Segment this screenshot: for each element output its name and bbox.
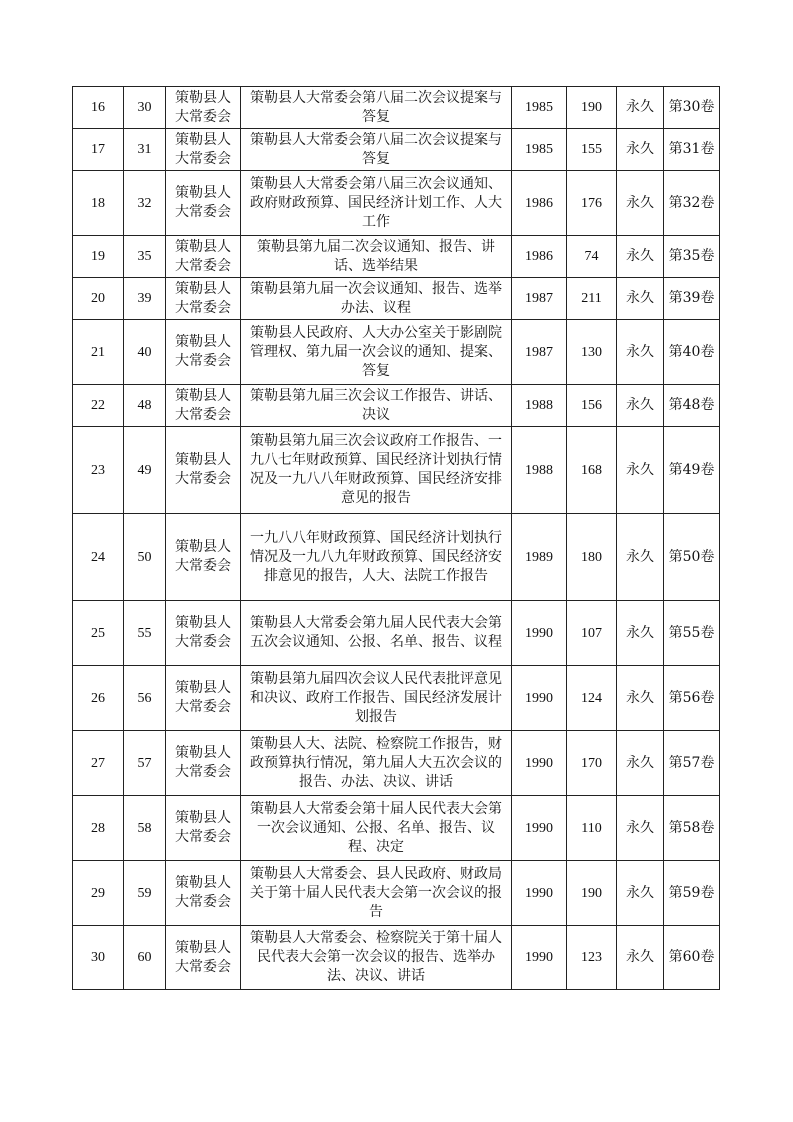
file-title-cell: 策勒县第九届二次会议通知、报告、讲话、选举结果 [241, 236, 512, 278]
volume-cell: 第31卷 [664, 129, 720, 171]
volume-cell: 第58卷 [664, 796, 720, 861]
table-row [73, 320, 720, 385]
retention-term-cell: 永久 [617, 601, 664, 666]
organization-cell: 策勒县人大常委会 [166, 87, 241, 129]
file-title-cell: 策勒县人大常委会、县人民政府、财政局关于第十届人民代表大会第一次会议的报告 [241, 861, 512, 926]
page-count-cell: 168 [567, 427, 617, 514]
page-count-cell: 155 [567, 129, 617, 171]
organization-cell: 策勒县人大常委会 [166, 861, 241, 926]
organization-cell: 策勒县人大常委会 [166, 666, 241, 731]
page-count-cell: 156 [567, 385, 617, 427]
year-cell: 1990 [512, 926, 567, 990]
retention-term-cell: 永久 [617, 129, 664, 171]
file-number-cell: 30 [124, 87, 166, 129]
seq-cell: 25 [73, 601, 124, 666]
retention-term-cell: 永久 [617, 796, 664, 861]
organization-cell: 策勒县人大常委会 [166, 171, 241, 236]
retention-term-cell: 永久 [617, 861, 664, 926]
file-number-cell: 39 [124, 278, 166, 320]
page-count-cell: 190 [567, 861, 617, 926]
retention-term-cell: 永久 [617, 731, 664, 796]
organization-cell: 策勒县人大常委会 [166, 385, 241, 427]
table-row [73, 278, 720, 320]
seq-cell: 29 [73, 861, 124, 926]
retention-term-cell: 永久 [617, 926, 664, 990]
seq-cell: 24 [73, 514, 124, 601]
file-number-cell: 58 [124, 796, 166, 861]
page-count-cell: 211 [567, 278, 617, 320]
file-title-cell: 策勒县第九届三次会议政府工作报告、一九八七年财政预算、国民经济计划执行情况及一九八八年财政预算、国民经济安排意见的报告 [241, 427, 512, 514]
table-row [73, 427, 720, 514]
volume-cell: 第60卷 [664, 926, 720, 990]
organization-cell: 策勒县人大常委会 [166, 427, 241, 514]
seq-cell: 16 [73, 87, 124, 129]
file-number-cell: 57 [124, 731, 166, 796]
page-count-cell: 74 [567, 236, 617, 278]
table-row [73, 236, 720, 278]
seq-cell: 23 [73, 427, 124, 514]
year-cell: 1986 [512, 171, 567, 236]
file-title-cell: 策勒县人大常委会、检察院关于第十届人民代表大会第一次会议的报告、选举办法、决议、讲话 [241, 926, 512, 990]
file-number-cell: 48 [124, 385, 166, 427]
page-count-cell: 180 [567, 514, 617, 601]
retention-term-cell: 永久 [617, 87, 664, 129]
table-row [73, 861, 720, 926]
retention-term-cell: 永久 [617, 385, 664, 427]
file-number-cell: 60 [124, 926, 166, 990]
table-row [73, 514, 720, 601]
file-number-cell: 49 [124, 427, 166, 514]
retention-term-cell: 永久 [617, 278, 664, 320]
page-count-cell: 130 [567, 320, 617, 385]
retention-term-cell: 永久 [617, 427, 664, 514]
seq-cell: 26 [73, 666, 124, 731]
volume-cell: 第39卷 [664, 278, 720, 320]
organization-cell: 策勒县人大常委会 [166, 278, 241, 320]
year-cell: 1990 [512, 601, 567, 666]
organization-cell: 策勒县人大常委会 [166, 731, 241, 796]
file-title-cell: 策勒县人大常委会第八届二次会议提案与答复 [241, 87, 512, 129]
table-row [73, 601, 720, 666]
year-cell: 1990 [512, 796, 567, 861]
volume-cell: 第30卷 [664, 87, 720, 129]
year-cell: 1990 [512, 666, 567, 731]
file-number-cell: 55 [124, 601, 166, 666]
retention-term-cell: 永久 [617, 514, 664, 601]
year-cell: 1988 [512, 385, 567, 427]
file-number-cell: 56 [124, 666, 166, 731]
year-cell: 1990 [512, 861, 567, 926]
file-title-cell: 策勒县人民政府、人大办公室关于影剧院管理权、第九届一次会议的通知、提案、答复 [241, 320, 512, 385]
page-count-cell: 110 [567, 796, 617, 861]
table-row [73, 731, 720, 796]
retention-term-cell: 永久 [617, 236, 664, 278]
organization-cell: 策勒县人大常委会 [166, 129, 241, 171]
year-cell: 1986 [512, 236, 567, 278]
year-cell: 1987 [512, 320, 567, 385]
seq-cell: 17 [73, 129, 124, 171]
page-count-cell: 123 [567, 926, 617, 990]
page-count-cell: 124 [567, 666, 617, 731]
page-count-cell: 170 [567, 731, 617, 796]
volume-cell: 第35卷 [664, 236, 720, 278]
year-cell: 1989 [512, 514, 567, 601]
seq-cell: 20 [73, 278, 124, 320]
organization-cell: 策勒县人大常委会 [166, 601, 241, 666]
retention-term-cell: 永久 [617, 171, 664, 236]
organization-cell: 策勒县人大常委会 [166, 796, 241, 861]
volume-cell: 第32卷 [664, 171, 720, 236]
volume-cell: 第49卷 [664, 427, 720, 514]
table-row [73, 171, 720, 236]
seq-cell: 19 [73, 236, 124, 278]
volume-cell: 第59卷 [664, 861, 720, 926]
seq-cell: 28 [73, 796, 124, 861]
file-number-cell: 40 [124, 320, 166, 385]
archive-catalog-table [72, 86, 720, 990]
year-cell: 1985 [512, 129, 567, 171]
volume-cell: 第57卷 [664, 731, 720, 796]
year-cell: 1985 [512, 87, 567, 129]
file-number-cell: 32 [124, 171, 166, 236]
volume-cell: 第40卷 [664, 320, 720, 385]
page-count-cell: 190 [567, 87, 617, 129]
page-count-cell: 176 [567, 171, 617, 236]
file-number-cell: 59 [124, 861, 166, 926]
table-row [73, 926, 720, 990]
file-title-cell: 策勒县人大、法院、检察院工作报告，财政预算执行情况，第九届人大五次会议的报告、办法、决议、讲话 [241, 731, 512, 796]
file-title-cell: 策勒县第九届三次会议工作报告、讲话、决议 [241, 385, 512, 427]
table-row [73, 796, 720, 861]
seq-cell: 27 [73, 731, 124, 796]
volume-cell: 第48卷 [664, 385, 720, 427]
volume-cell: 第50卷 [664, 514, 720, 601]
organization-cell: 策勒县人大常委会 [166, 514, 241, 601]
table-row [73, 129, 720, 171]
page-count-cell: 107 [567, 601, 617, 666]
organization-cell: 策勒县人大常委会 [166, 320, 241, 385]
table-row [73, 87, 720, 129]
seq-cell: 30 [73, 926, 124, 990]
seq-cell: 22 [73, 385, 124, 427]
organization-cell: 策勒县人大常委会 [166, 236, 241, 278]
seq-cell: 21 [73, 320, 124, 385]
year-cell: 1990 [512, 731, 567, 796]
volume-cell: 第56卷 [664, 666, 720, 731]
file-title-cell: 策勒县第九届一次会议通知、报告、选举办法、议程 [241, 278, 512, 320]
file-title-cell: 策勒县人大常委会第八届三次会议通知、政府财政预算、国民经济计划工作、人大工作 [241, 171, 512, 236]
organization-cell: 策勒县人大常委会 [166, 926, 241, 990]
file-title-cell: 一九八八年财政预算、国民经济计划执行情况及一九八九年财政预算、国民经济安排意见的报告，人大、法院工作报告 [241, 514, 512, 601]
file-number-cell: 31 [124, 129, 166, 171]
table-body [73, 87, 720, 990]
file-title-cell: 策勒县人大常委会第九届人民代表大会第五次会议通知、公报、名单、报告、议程 [241, 601, 512, 666]
volume-cell: 第55卷 [664, 601, 720, 666]
file-title-cell: 策勒县人大常委会第十届人民代表大会第一次会议通知、公报、名单、报告、议程、决定 [241, 796, 512, 861]
year-cell: 1988 [512, 427, 567, 514]
file-title-cell: 策勒县第九届四次会议人民代表批评意见和决议、政府工作报告、国民经济发展计划报告 [241, 666, 512, 731]
retention-term-cell: 永久 [617, 666, 664, 731]
retention-term-cell: 永久 [617, 320, 664, 385]
seq-cell: 18 [73, 171, 124, 236]
table-row [73, 666, 720, 731]
table-row [73, 385, 720, 427]
file-number-cell: 50 [124, 514, 166, 601]
file-title-cell: 策勒县人大常委会第八届二次会议提案与答复 [241, 129, 512, 171]
year-cell: 1987 [512, 278, 567, 320]
file-number-cell: 35 [124, 236, 166, 278]
